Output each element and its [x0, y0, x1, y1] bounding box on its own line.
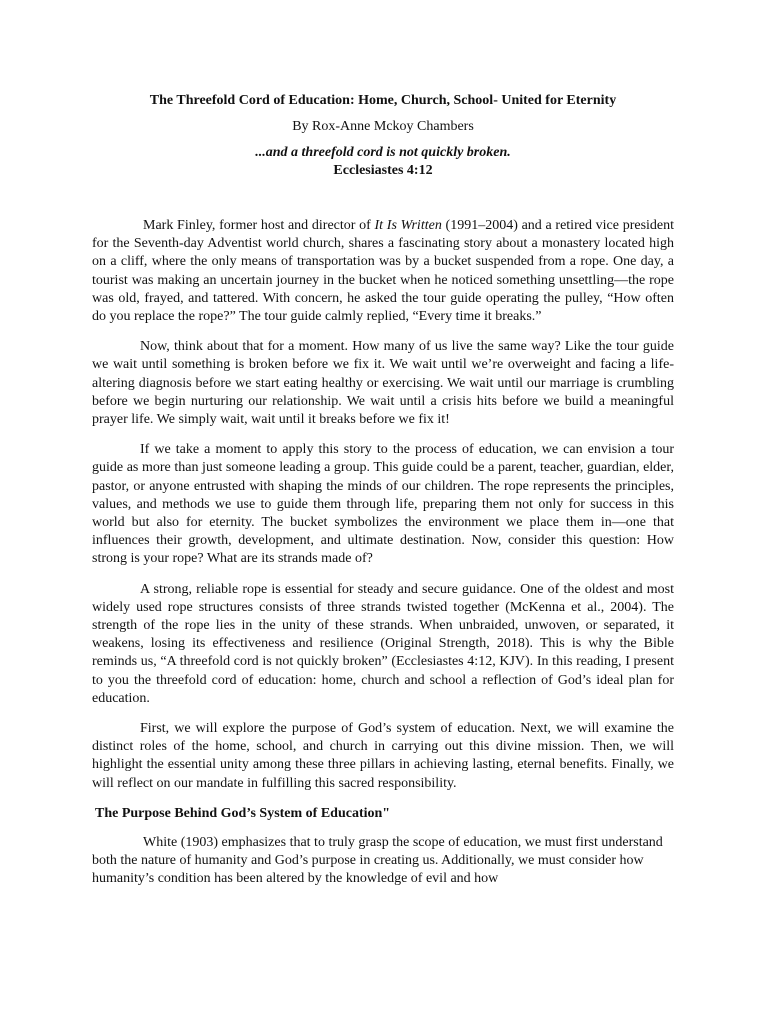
paragraph-3: If we take a moment to apply this story to the process of education, we can envision a tour guide as more than just someone leading a group. This guide could be a parent, teacher, guardian, elder, pastor, or anyone entrusted with shaping the minds of our children. The rope represents the principles, values, and methods we use to guide them through life, preparing them not only for success in this world but also for eternity. The bucket symbolizes the environment we place them in—one that influences their growth, development, and ultimate destination. Now, consider this question: How strong is your rope? What are its strands made of? — [92, 442, 674, 567]
paragraph-6: White (1903) emphasizes that to truly grasp the scope of education, we must first understand both the nature of humanity and God’s purpose in creating us. Additionally, we must consider how humanity’s condition has been altered by the knowledge of evil and how — [92, 834, 663, 887]
epigraph — [92, 144, 674, 180]
author-byline: By Rox-Anne Mckoy Chambers — [292, 119, 474, 134]
epigraph-quote: ...and a threefold cord is not quickly broken. — [255, 145, 511, 160]
paragraph-1-text-a: Mark Finley, former host and director of — [143, 218, 375, 233]
paragraph-1 — [92, 217, 674, 326]
section-heading: The Purpose Behind God’s System of Education" — [95, 805, 391, 821]
document-page — [92, 92, 674, 889]
paragraph-2: Now, think about that for a moment. How many of us live the same way? Like the tour guide we wait until something is broken before we fix it. We wait until we’re overweight and facing a life-altering diagnosis before we start eating healthy or exercising. We wait until our marriage is crumbling before we begin nurturing our relationship. We wait until a crisis hits before we build a meaningful prayer life. We simply wait, wait until it breaks before we fix it! — [92, 339, 674, 428]
epigraph-reference: Ecclesiastes 4:12 — [333, 163, 433, 178]
paragraph-4: A strong, reliable rope is essential for steady and secure guidance. One of the oldest and most widely used rope structures consists of three strands twisted together (McKenna et al., 2004). The strength of the rope lies in the unity of these strands. When unbraided, unwoven, or separated, it weakens, losing its effectiveness and resilience (Original Strength, 2018). This is why the Bible reminds us, “A threefold cord is not quickly broken” (Ecclesiastes 4:12, KJV). In this reading, I present to you the threefold cord of education: home, church and school a reflection of God’s ideal plan for education. — [92, 581, 674, 706]
paragraph-1-text-b: (1991–2004) and a retired vice president for the Seventh-day Adventist world church, shares a fascinating story about a monastery located high on a cliff, where the only means of transportation was by a bucket suspended from a rope. One day, a tourist was making an uncertain journey in the bucket when he noticed something unsettling—the rope was old, frayed, and tattered. With concern, he asked the tour guide operating the pulley, “How often do you replace the rope?” The tour guide calmly replied, “Every time it breaks.” — [92, 218, 675, 325]
document-title: The Threefold Cord of Education: Home, Church, School- United for Eternity — [149, 93, 617, 108]
paragraph-1-italic-title: It Is Written — [374, 218, 442, 233]
paragraph-5: First, we will explore the purpose of God’s system of education. Next, we will examine the distinct roles of the home, school, and church in carrying out this divine mission. Then, we will highlight the essential unity among these three pillars in achieving lasting, eternal benefits. Finally, we will reflect on our mandate in fulfilling this sacred responsibility. — [92, 721, 674, 791]
